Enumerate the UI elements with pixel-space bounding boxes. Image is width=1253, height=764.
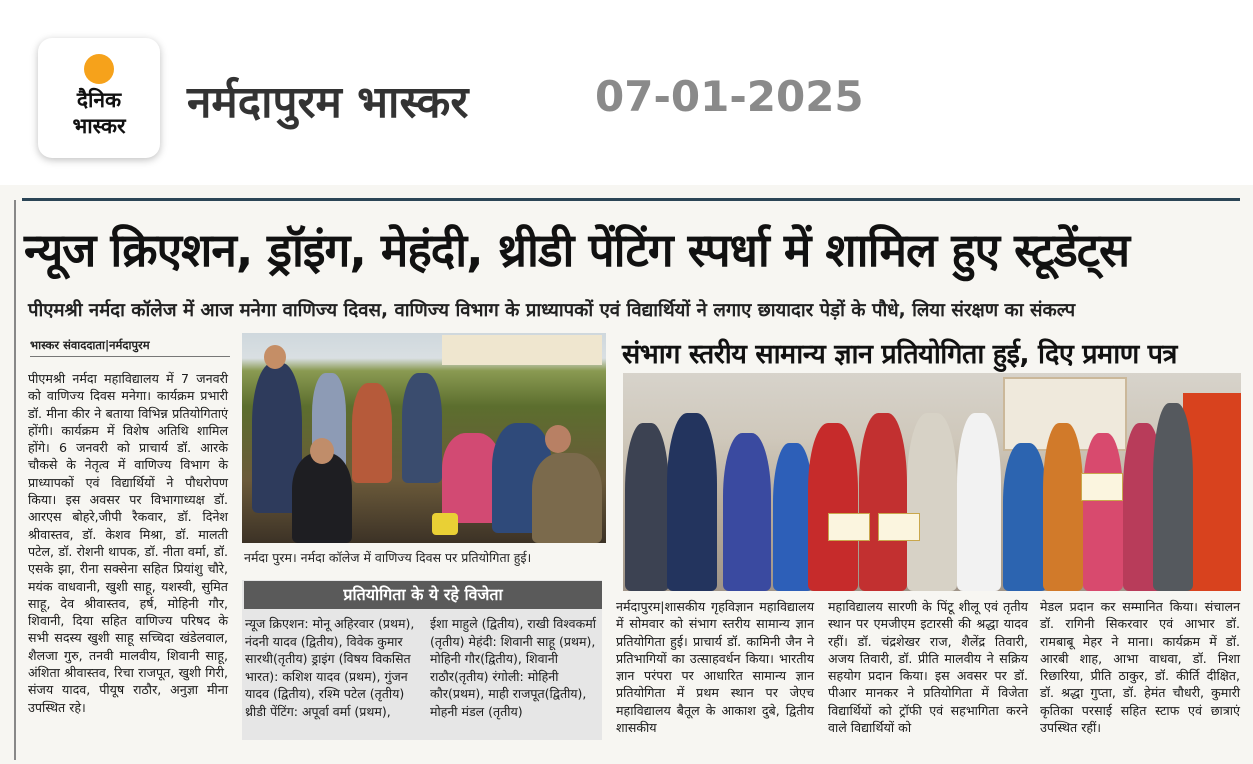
winners-list-1: न्यूज क्रिएशन: मोनू अहिरवार (प्रथम), नंदनी यादव (द्वितीय), विवेक कुमार सारथी(तृतीय) ड्राइंग (विषय विकसित भारत): कशिश यादव (प्रथम), गुंजन यादव (द्वितीय), रश्मि पटेल (तृतीय) थ्रीडी पेंटिंग: अपूर्वा वर्मा (प्रथम), (245, 616, 415, 719)
sub-headline: पीएमश्री नर्मदा कॉलेज में आज मनेगा वाणिज्य दिवस, वाणिज्य विभाग के प्राध्यापकों एवं विद्यार्थियों ने लगाए छायादार पेड़ों के पौधे, लिया संरक्षण का संकल्प (28, 300, 1076, 321)
building (442, 335, 602, 365)
logo-text-line2: भास्कर (72, 114, 126, 138)
byline: भास्कर संवाददाता|नर्मदापुरम (30, 338, 230, 357)
students-planting-photo (242, 333, 606, 543)
winners-heading: प्रतियोगिता के ये रहे विजेता (244, 581, 602, 609)
main-headline: न्यूज क्रिएशन, ड्रॉइंग, मेहंदी, थ्रीडी पेंटिंग स्पर्धा में शामिल हुए स्टूडेंट्स (24, 223, 1130, 277)
article2-col2: महाविद्यालय सारणी के पिंटू शीलू एवं तृतीय स्थान पर एमजीएम इटारसी की श्रद्धा यादव रहीं। डॉ. चंद्रशेखर राज, शैलेंद्र तिवारी, अजय तिवारी, डॉ. प्रीति मालवीय ने सक्रिय सहयोग प्रदान किया। इस अवसर पर डॉ. पीआर मानकर ने प्रतियोगिता में विजेता विद्यार्थियों को ट्रॉफी एवं सहभागिता करने वाले विद्यार्थियों को (828, 599, 1028, 736)
dainik-bhaskar-logo[interactable] (38, 38, 160, 158)
edition-title: नर्मदापुरम भास्कर (187, 77, 469, 128)
column-rule (14, 200, 16, 760)
group-certificate-photo (623, 373, 1241, 591)
edition-date: 07-01-2025 (595, 72, 864, 121)
photo-caption: नर्मदा पुरम। नर्मदा कॉलेज में वाणिज्य दिवस पर प्रतियोगिता हुई। (244, 550, 532, 565)
winners-list-2: ईशा माहुले (द्वितीय), राखी विश्वकर्मा (तृतीय) मेहंदी: शिवानी साहू (प्रथम), मोहिनी गौर(द्वितीय), शिवानी राठौर(तृतीय) रंगोली: मोहिनी कौर(प्रथम), माही राजपूत(द्वितीय), मोहनी मंडल (तृतीय) (430, 616, 596, 719)
logo-text-line1: दैनिक (76, 88, 122, 112)
sun-icon (84, 54, 114, 84)
article-body: पीएमश्री नर्मदा महाविद्यालय में 7 जनवरी को वाणिज्य दिवस मनेगा। कार्यक्रम प्रभारी डॉ. मीना कीर ने बताया विभिन्न प्रतियोगिताएं होंगी। कार्यक्रम में विशेष अतिथि शामिल होंगे। 6 जनवरी को प्राचार्य डॉ. आरके चौकसे के नेतृत्व में वाणिज्य विभाग के प्राध्यापकों एवं विद्यार्थियों ने पौधरोपण किया। इस अवसर पर विभागाध्यक्ष डॉ. आरएस बोहरे,जीपी रैकवार, डॉ. दिनेश श्रीवास्तव, डॉ. केशव मिश्रा, डॉ. मालती पटेल, डॉ. रोशनी थापक, डॉ. नीता वर्मा, डॉ. एसके झा, रीना सक्सेना सहित प्रियांशु चौरे, मयंक वाधवानी, खुशी साहू, यशस्वी, सुमित साहू, देव श्रीवास्तव, हर्ष, मोहिनी गौर, शिवानी, दिया सहित वाणिज्य परिषद के सभी सदस्य खुशी साहू सच्चिदा खंडेलवाल, शैलजा गुरु, तनवी मालवीय, शिवानी साहू, अंशिता श्रीवास्तव, रिचा राजपूत, खुशी गिरी, संजय यादव, पीयूष राठौर, अनुज्ञा मीना उपस्थित रहे। (28, 371, 228, 715)
top-rule (22, 198, 1240, 201)
article2-col3: मेडल प्रदान कर सम्मानित किया। संचालन डॉ. रागिनी सिकरवार एवं आभार डॉ. रामबाबू मेहर ने माना। कार्यक्रम में डॉ. आरबी शाह, आभा वाधवा, डॉ. निशा रिछारिया, प्रीति ठाकुर, डॉ. कीर्ति दीक्षित, डॉ. श्रद्धा गुप्ता, डॉ. हेमंत चौधरी, कुमारी कृतिका परसाई सहित स्टाफ एवं छात्राएं उपस्थित रहीं। (1040, 599, 1240, 736)
article2-col1: नर्मदापुरम|शासकीय गृहविज्ञान महाविद्यालय में सोमवार को संभाग स्तरीय सामान्य ज्ञान प्रतियोगिता हुई। प्राचार्य डॉ. कामिनी जैन ने प्रतिभागियों का उत्साहवर्धन किया। भारतीय ज्ञान परंपरा पर आधारित सामान्य ज्ञान प्रतियोगिता में प्रथम स्थान पर जेएच महाविद्यालय बैतूल के आकाश दुबे, द्वितीय शासकीय (616, 599, 814, 736)
second-headline: संभाग स्तरीय सामान्य ज्ञान प्रतियोगिता हुई, दिए प्रमाण पत्र (622, 339, 1177, 370)
